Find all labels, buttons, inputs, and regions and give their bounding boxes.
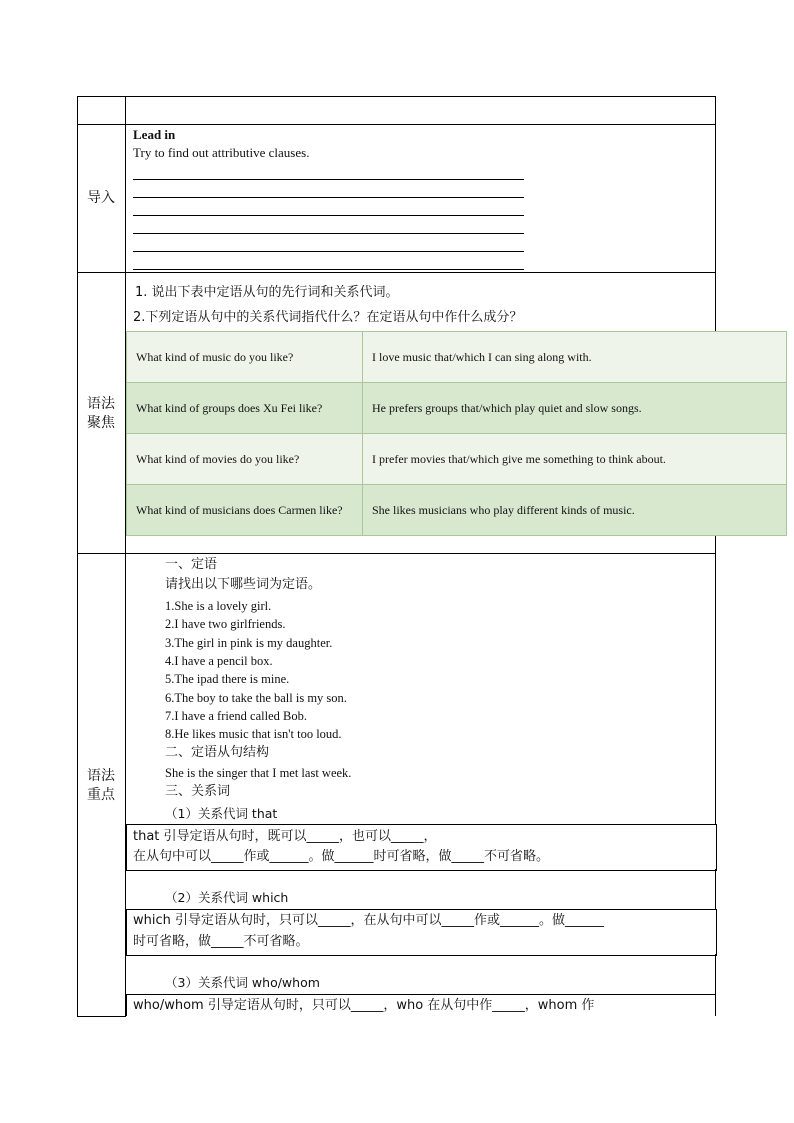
- table-cell-answer: She likes musicians who play different kinds of music.: [363, 485, 787, 536]
- table-cell-question: What kind of movies do you like?: [127, 434, 363, 485]
- table-right-border: [715, 869, 716, 909]
- table-row: [127, 383, 787, 434]
- table-cell-question: What kind of groups does Xu Fei like?: [127, 383, 363, 434]
- answer-line: [133, 251, 524, 252]
- subheading-who: （3）关系代词 who/whom: [165, 975, 320, 990]
- row-divider: [77, 553, 716, 554]
- focus-question-2: 2.下列定语从句中的关系代词指代什么？在定语从句中作什么成分？: [133, 310, 523, 325]
- example-sentence: 1.She is a lovely girl.: [165, 599, 272, 613]
- row-divider: [77, 124, 716, 125]
- which-rule-line-2: 时可省略，做_____不可省略。: [133, 934, 309, 949]
- table-right-border: [715, 954, 716, 994]
- example-sentence: 3.The girl in pink is my daughter.: [165, 636, 333, 650]
- table-top-border: [77, 96, 716, 97]
- table-cell-answer: I love music that/which I can sing along with.: [363, 332, 787, 383]
- who-rule-right: [715, 994, 716, 1016]
- answer-line: [133, 215, 524, 216]
- section-heading-structure: 二、定语从句结构: [165, 745, 270, 760]
- answer-line: [133, 269, 524, 270]
- subheading-that: （1）关系代词 that: [165, 806, 278, 821]
- table-right-border: [715, 534, 716, 824]
- structure-example: She is the singer that I met last week.: [165, 766, 352, 780]
- that-rule-line-1: that 引导定语从句时，既可以_____，也可以_____，: [133, 829, 437, 844]
- table-row: [127, 332, 787, 383]
- row-label-intro: 导入: [87, 190, 115, 206]
- who-rule-top: [126, 994, 716, 995]
- answer-line: [133, 197, 524, 198]
- lead-in-instruction: Try to find out attributive clauses.: [133, 145, 310, 160]
- who-rule-left: [126, 994, 127, 1016]
- section-heading-relatives: 三、关系词: [165, 784, 231, 799]
- grammar-table: [126, 331, 787, 536]
- table-bottom-border: [77, 1016, 126, 1017]
- table-cell-answer: He prefers groups that/which play quiet and slow songs.: [363, 383, 787, 434]
- table-cell-question: What kind of music do you like?: [127, 332, 363, 383]
- section-heading-attributive: 一、定语: [165, 557, 218, 572]
- example-sentence: 4.I have a pencil box.: [165, 654, 273, 668]
- example-sentence: 6.The boy to take the ball is my son.: [165, 691, 347, 705]
- column-divider: [125, 96, 126, 1016]
- which-rule-line-1: which 引导定语从句时，只可以_____，在从句中可以_____作或______。做______: [133, 913, 605, 928]
- table-left-border: [77, 96, 78, 1016]
- row-divider: [77, 272, 716, 273]
- table-right-border: [715, 96, 716, 332]
- table-cell-answer: I prefer movies that/which give me something to think about.: [363, 434, 787, 485]
- row-label-focus: 语法 聚焦: [87, 396, 115, 431]
- lead-in-title: Lead in: [133, 127, 176, 142]
- example-sentence: 7.I have a friend called Bob.: [165, 709, 307, 723]
- table-cell-question: What kind of musicians does Carmen like?: [127, 485, 363, 536]
- exercise-prompt: 请找出以下哪些词为定语。: [165, 577, 322, 592]
- who-rule-line-1: who/whom 引导定语从句时，只可以_____，who 在从句中作_____，whom 作: [133, 998, 595, 1013]
- that-rule-line-2: 在从句中可以_____作或______。做______时可省略，做_____不可省略。: [133, 849, 550, 864]
- answer-line: [133, 179, 524, 180]
- example-sentence: 8.He likes music that isn't too loud.: [165, 727, 342, 741]
- table-row: [127, 434, 787, 485]
- subheading-which: （2）关系代词 which: [165, 890, 289, 905]
- row-label-key: 语法 重点: [87, 768, 115, 803]
- focus-question-1: 1. 说出下表中定语从句的先行词和关系代词。: [135, 285, 399, 300]
- example-sentence: 2.I have two girlfriends.: [165, 617, 286, 631]
- example-sentence: 5.The ipad there is mine.: [165, 672, 290, 686]
- table-row: [127, 485, 787, 536]
- answer-line: [133, 233, 524, 234]
